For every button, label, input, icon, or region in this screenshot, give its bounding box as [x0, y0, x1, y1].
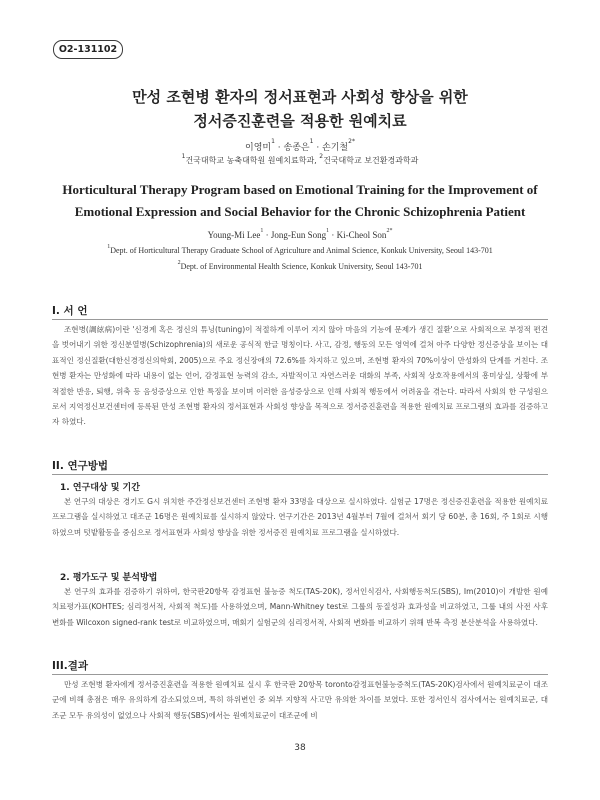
english-affiliation-1 [0, 246, 600, 255]
author-3: 손기철 [322, 143, 349, 153]
author-2: 송종은 [283, 143, 310, 153]
section-divider [52, 474, 548, 475]
subsection-heading-subjects: 1. 연구대상 및 기간 [60, 483, 140, 493]
korean-title-line1: 만성 조현병 환자의 정서표현과 사회성 향상을 위한 [132, 88, 468, 106]
methods-instruments-paragraph: 본 연구의 효과를 검증하기 위하여, 한국판20항목 감정표현 불능증 척도(TAS-20K), 정서인식검사, 사회행동척도(SBS), Im(2010)이 개발한 원예치료평가표(KOHTES; 심리정서적, 사회적 척도)를 사용하였으며, Mann-Whitney test로 그룹의 동질성과 효과성을 비교하였고, 그룹 내의 사전 사후 변화를 Wilcoxon signed-rank test로 비교하였으며, 매회기 실험군의 심리정서적, 사회적 변화를 비교하기 위해 반복 측정 분산분석을 사용하였다. [52, 587, 548, 627]
section-divider [52, 319, 548, 320]
section-heading-introduction: I. 서 언 [52, 305, 88, 317]
affil-1-sup: 1 [107, 244, 111, 250]
author-2: Jong-Eun Song [270, 230, 327, 240]
author-sep: · [263, 230, 271, 240]
author-2-sup: 1 [309, 138, 314, 145]
author-2-sup: 1 [326, 228, 330, 234]
author-3: Ki-Cheol Son [336, 230, 387, 240]
english-authors [0, 230, 600, 240]
author-1: 이영미 [245, 143, 272, 153]
affil-2-sup: 2 [319, 153, 324, 160]
author-sep: · [329, 230, 337, 240]
affil-2-sup: 2 [177, 260, 181, 266]
page-number: 38 [294, 743, 306, 753]
section-heading-methods: II. 연구방법 [52, 460, 109, 472]
english-title-line2: Emotional Expression and Social Behavior for the Chronic Schizophrenia Patient [74, 204, 526, 219]
abstract-code-badge: O2-131102 [53, 40, 123, 59]
korean-affiliations [0, 155, 600, 166]
section-divider [52, 674, 548, 675]
introduction-paragraph: 조현병(調絃病)이란 '신경계 혹은 정신의 튜닝(tuning)이 적절하게 이루어 지지 않아 마음의 기능에 문제가 생긴 질환'으로 사회적으로 부정적 편견을 벗어내기 위한 정신분열병(Schizophrenia)의 새로운 공식적 한글 명칭이다. 사고, 감정, 행동의 모든 영역에 걸쳐 아주 다양한 정신증상을 보이는 대표적인 정신질환(대한신경정신의학회, 2005)으로 주요 정신장애의 72.6%를 차지하고 있으며, 조현병 환자의 70%이상이 만성화의 단계를 거친다. 조현병 환자는 만성화에 따라 내용이 없는 언어, 감정표현 능력의 감소, 자발적이고 자연스러운 대화의 부족, 사회적 상호작용에서의 흥미상실, 상황에 부적절한 반응, 퇴행, 위축 등 음성증상으로 인한 특징을 보이며 이러한 음성증상으로 인해 사회적 행동에서 어려움을 겪는다. 따라서 사회의 한 구성원으로서 지역정신보건센터에 등록된 만성 조현병 환자의 정서표현과 사회성 향상을 목적으로 정서증진훈련을 적용한 원예치료 프로그램의 효과를 검증하고자 하였다. [52, 325, 548, 427]
affil-2-text: Dept. of Environmental Health Science, Konkuk University, Seoul 143-701 [180, 262, 423, 271]
affil-1-sup: 1 [181, 153, 186, 160]
author-3-sup: 2* [386, 228, 393, 234]
author-sep: · [274, 143, 284, 153]
subsection-heading-instruments: 2. 평가도구 및 분석방법 [60, 573, 158, 583]
korean-authors [0, 140, 600, 153]
affil-1-text: Dept. of Horticultural Therapy Graduate School of Agriculture and Animal Science, Konkuk University, Seoul 143-701 [110, 246, 493, 255]
korean-title-line2: 정서증진훈련을 적용한 원예치료 [193, 112, 407, 130]
methods-subjects-paragraph: 본 연구의 대상은 경기도 G시 위치한 주간정신보건센터 조현병 환자 33명을 대상으로 실시하였다. 실험군 17명은 정신증진훈련을 적용한 원예치료 프로그램을 실시하였고 대조군 16명은 원예치료를 실시하지 않았다. 연구기간은 2013년 4월부터 7월에 걸쳐서 회기 당 60분, 총 16회, 주 1회로 시행하였으며 텃밭활동을 중심으로 정서표현과 사회성 향상을 위한 정서증진 원예치료 프로그램을 실시하였다. [52, 497, 548, 537]
author-1: Young-Mi Lee [207, 230, 261, 240]
affil-2: 건국대학교 보건환경과학과 [323, 156, 419, 165]
author-1-sup: 1 [260, 228, 264, 234]
english-title-line1: Horticultural Therapy Program based on Emotional Training for the Improvement of [62, 182, 538, 197]
results-paragraph: 만성 조현병 환자에게 정서증진훈련을 적용한 원예치료 실시 후 한국판 20항목 toronto감정표현불능증척도(TAS-20K)검사에서 원예치료군이 대조군에 비해 총점은 매우 유의하게 감소되었으며, 특히 하위변인 중 외부 지향적 사고만 유의한 차이를 보였다. 또한 정서인식 검사에서는 원예치료군, 대조군 모두 유의성이 없었으나 사회적 행동(SBS)에서는 원예치료군이 대조군에 비 [52, 680, 548, 720]
affil-1: 건국대학교 농축대학원 원예치료학과, [185, 156, 320, 165]
author-sep: · [313, 143, 323, 153]
author-3-sup: 2* [348, 138, 355, 145]
english-affiliation-2 [0, 262, 600, 271]
author-1-sup: 1 [271, 138, 275, 145]
section-heading-results: III.결과 [52, 660, 88, 672]
